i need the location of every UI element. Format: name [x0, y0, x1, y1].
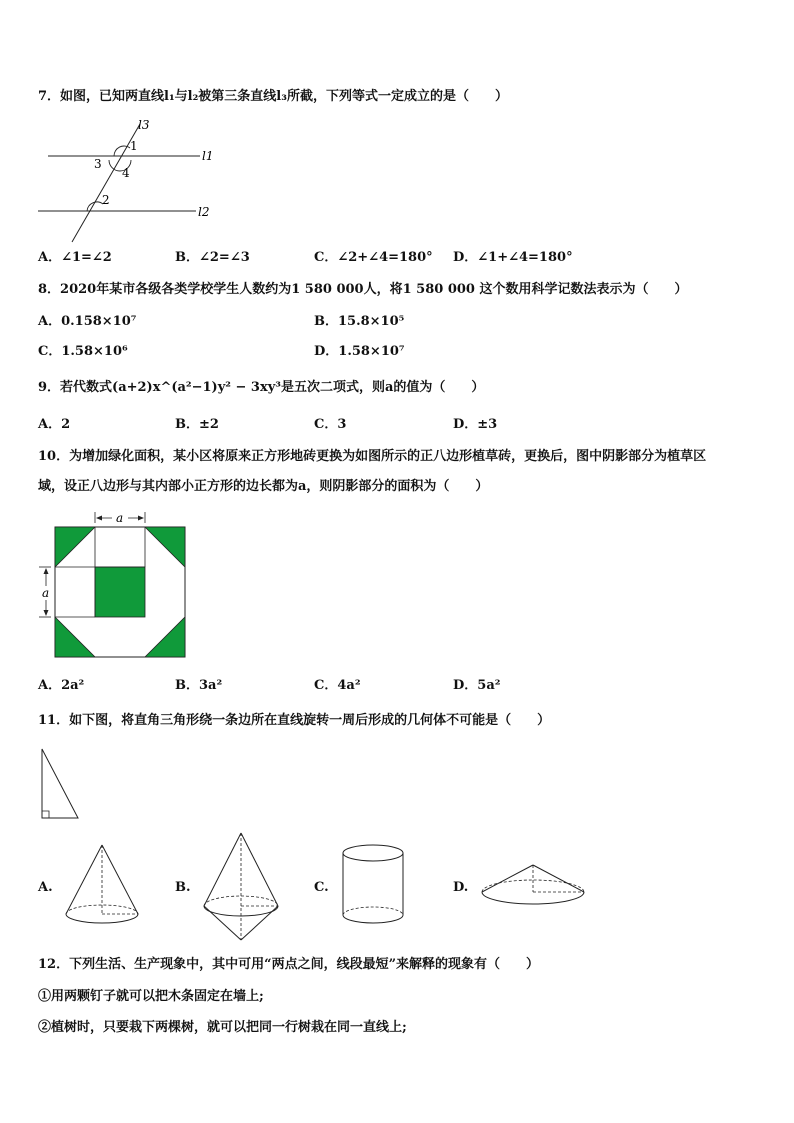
- l2-label: l2: [198, 205, 210, 219]
- q7-option-b[interactable]: B．∠2=∠3: [175, 250, 250, 265]
- q10-figure: [36, 508, 196, 663]
- q8-option-a[interactable]: A．0.158×10⁷: [38, 314, 137, 329]
- q10-option-a[interactable]: A．2a²: [38, 678, 85, 693]
- q7-option-d[interactable]: D．∠1+∠4=180°: [453, 250, 573, 265]
- q9-option-b[interactable]: B．±2: [175, 417, 219, 432]
- angle-1-label: 1: [130, 139, 138, 153]
- q8-option-b[interactable]: B．15.8×10⁵: [314, 314, 405, 329]
- q10-label-top: a: [116, 511, 124, 525]
- angle-3-label: 3: [94, 157, 102, 171]
- cylinder-solid-c[interactable]: [340, 842, 410, 930]
- q11-option-b[interactable]: B.: [175, 880, 191, 895]
- q11-option-c[interactable]: C.: [314, 880, 329, 895]
- q9-option-a[interactable]: A．2: [38, 417, 71, 432]
- double-cone-solid-b[interactable]: [200, 830, 282, 945]
- q10-label-left: a: [42, 586, 50, 600]
- q7-option-a[interactable]: A．∠1=∠2: [38, 250, 112, 265]
- q7-figure: [30, 112, 230, 227]
- q9-option-c[interactable]: C．3: [314, 417, 347, 432]
- cone-solid-a[interactable]: [62, 842, 142, 932]
- q10-option-b[interactable]: B．3a²: [175, 678, 223, 693]
- q9-stem: 9．若代数式(a+2)x^(a²−1)y² − 3xy³是五次二项式，则a的值为（ ）: [38, 380, 485, 395]
- q12-item-2: ②植树时，只要栽下两棵树，就可以把同一行树栽在同一直线上;: [38, 1020, 407, 1035]
- q12-stem: 12．下列生活、生产现象中，其中可用“两点之间，线段最短”来解释的现象有（ ）: [38, 957, 540, 972]
- q11-stem: 11．如下图，将直角三角形绕一条边所在直线旋转一周后形成的几何体不可能是（ ）: [38, 713, 551, 728]
- angle-2-label: 2: [102, 193, 110, 207]
- q11-option-d[interactable]: D.: [453, 880, 469, 895]
- q10-stem-line2: 域，设正八边形与其内部小正方形的边长都为a，则阴影部分的面积为（ ）: [38, 479, 489, 494]
- q10-option-d[interactable]: D．5a²: [453, 678, 501, 693]
- l1-label: l1: [202, 149, 214, 163]
- q12-item-1: ①用两颗钉子就可以把木条固定在墙上;: [38, 989, 264, 1004]
- angle-4-label: 4: [122, 166, 130, 180]
- q8-option-d[interactable]: D．1.58×10⁷: [314, 344, 405, 359]
- q7-option-c[interactable]: C．∠2+∠4=180°: [314, 250, 433, 265]
- q9-option-d[interactable]: D．±3: [453, 417, 498, 432]
- double-cone-flat-solid-d[interactable]: [480, 862, 588, 914]
- right-triangle-figure: [38, 747, 83, 822]
- q8-option-c[interactable]: C．1.58×10⁶: [38, 344, 128, 359]
- q8-stem: 8．2020年某市各级各类学校学生人数约为1 580 000人，将1 580 000 这个数用科学记数法表示为（ ）: [38, 282, 688, 297]
- q10-stem-line1: 10．为增加绿化面积，某小区将原来正方形地砖更换为如图所示的正八边形植草砖，更换后，图中阴影部分为植草区: [38, 449, 707, 464]
- l3-label: l3: [138, 118, 150, 132]
- q7-stem: 7．如图，已知两直线l₁与l₂被第三条直线l₃所截，下列等式一定成立的是（ ）: [38, 89, 508, 104]
- q10-option-c[interactable]: C．4a²: [314, 678, 361, 693]
- q11-option-a[interactable]: A.: [38, 880, 53, 895]
